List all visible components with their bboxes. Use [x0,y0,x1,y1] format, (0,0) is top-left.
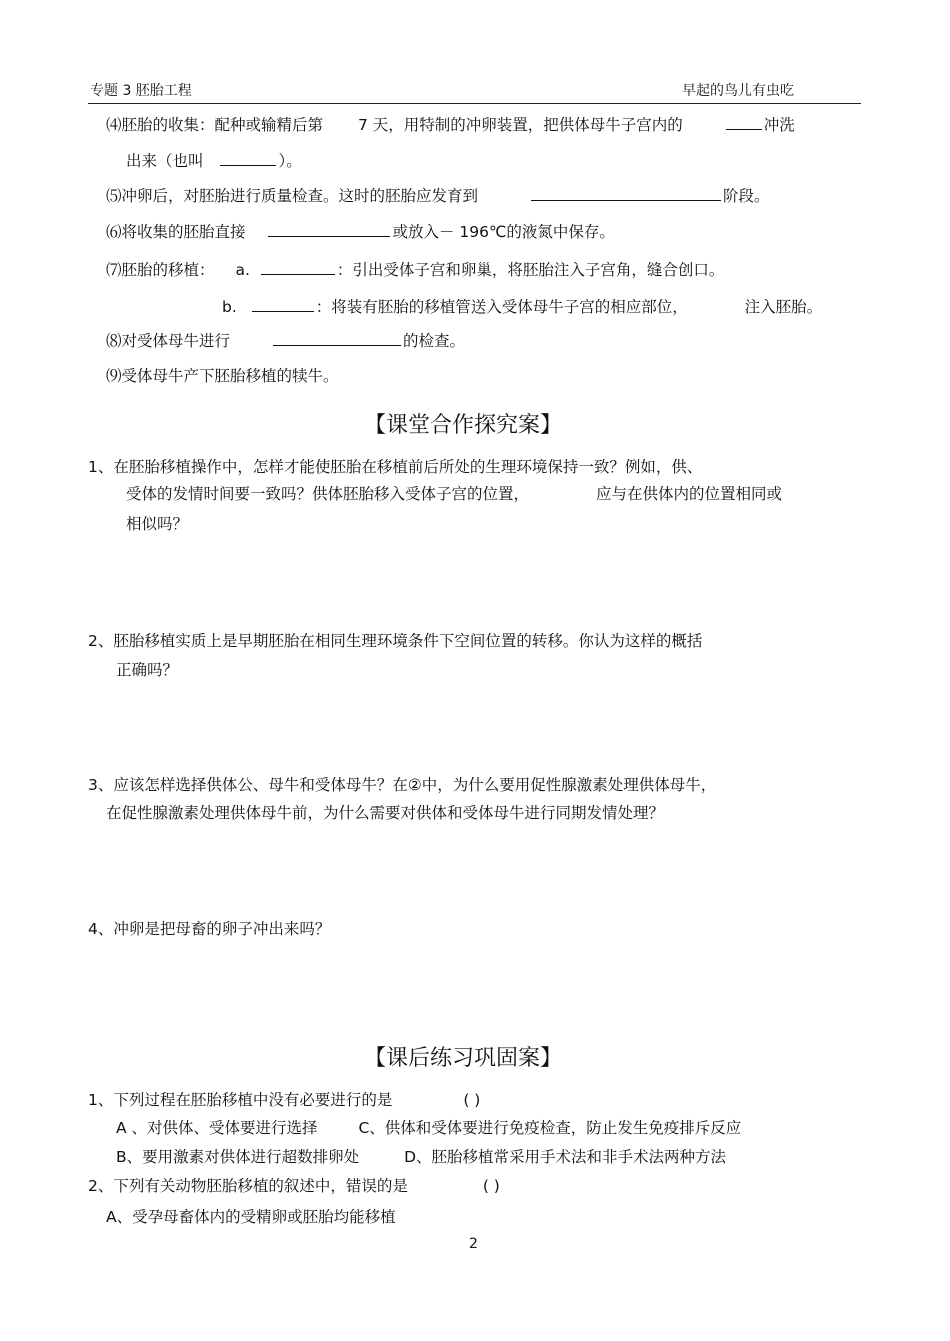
question-2-line-2: 正确吗？ [116,661,179,679]
section-1-title: 【课堂合作探究案】 [364,413,563,438]
step-5-text-a: ⑸冲卵后，对胚胎进行质量检查。这时的胚胎应发育到 [106,187,479,205]
question-1-text-b: 应与在供体内的位置相同或 [595,485,782,503]
header-rule [88,103,861,104]
question-3-line-2: 在促性腺激素处理供体母牛前，为什么需要对供体和受体母牛进行同期发情处理？ [106,804,665,822]
step-4-text-e: ）。 [278,152,302,170]
step-4-text-c: 冲洗 [763,116,795,134]
practice-1-answer-slot[interactable]: ( ) [463,1091,481,1109]
option-d[interactable]: D、胚胎移植常采用手术法和非手术法两种方法 [404,1148,727,1166]
step-7-line-1 [106,258,724,280]
step-4-text-a: ⑷胚胎的收集：配种或输精后第 [106,116,324,134]
header-left: 专题 3 胚胎工程 [90,83,192,99]
step-6-text-b: 或放入－ 196℃的液氮中保存。 [392,223,615,241]
practice-2 [88,1174,500,1196]
step-9-line: ⑼受体母牛产下胚胎移植的犊牛。 [106,367,339,385]
blank-8[interactable] [273,330,401,347]
blank-7a[interactable] [261,259,335,276]
question-1-line-1: 1、在胚胎移植操作中，怎样才能使胚胎在移植前后所处的生理环境保持一致？例如，供、 [88,458,703,476]
question-1-text-a: 受体的发情时间要一致吗？供体胚胎移入受体子宫的位置， [126,485,530,503]
step-4-text-b: 7 天，用特制的冲卵装置，把供体母牛子宫内的 [357,116,683,134]
blank-4a[interactable] [726,114,762,131]
header-right: 早起的鸟儿有虫吃 [682,83,794,99]
step-5-line [106,184,769,206]
step-4-line-1 [106,113,795,135]
step-7-text-f: 注入胚胎。 [744,298,823,316]
practice-1-options-row-1 [116,1116,741,1138]
practice-1 [88,1088,480,1110]
step-7-text-c: ：引出受体子宫和卵巢，将胚胎注入子宫角，缝合创口。 [336,261,725,279]
step-4-text-d: 出来（也叫 [126,152,204,170]
step-7-line-2 [222,295,822,317]
page-number: 2 [469,1236,478,1252]
question-3-line-1: 3、应该怎样选择供体公、母牛和受体母牛？在②中，为什么要用促性腺激素处理供体母牛， [88,776,717,794]
option-a[interactable]: A 、对供体、受体要进行选择 [116,1119,318,1137]
option-b[interactable]: B、要用激素对供体进行超数排卵处 [116,1148,360,1166]
step-5-text-b: 阶段。 [722,187,770,205]
question-2-line-1: 2、胚胎移植实质上是早期胚胎在相同生理环境条件下空间位置的转移。你认为这样的概括 [88,632,703,650]
blank-5[interactable] [531,185,721,202]
practice-1-stem: 1、下列过程在胚胎移植中没有必要进行的是 [88,1091,393,1109]
practice-2-option-a[interactable]: A、受孕母畜体内的受精卵或胚胎均能移植 [106,1208,396,1226]
step-8-text-b: 的检查。 [402,332,465,350]
step-7-label-a: a. [235,261,250,279]
blank-6[interactable] [268,221,390,238]
option-c[interactable]: C、供体和受体要进行免疫检查，防止发生免疫排斥反应 [358,1119,742,1137]
step-4-line-2 [126,149,302,171]
step-8-line [106,329,465,351]
question-1-line-2 [126,482,782,504]
step-6-text-a: ⑹将收集的胚胎直接 [106,223,246,241]
step-7-label-b: b. [222,298,237,316]
step-7-text-e: ：将装有胚胎的移植管送入受体母牛子宫的相应部位， [315,298,688,316]
blank-7b[interactable] [252,296,314,313]
question-4: 4、冲卵是把母畜的卵子冲出来吗？ [88,920,331,938]
practice-2-answer-slot[interactable]: ( ) [482,1177,500,1195]
practice-1-options-row-2 [116,1145,726,1167]
practice-2-stem: 2、下列有关动物胚胎移植的叙述中，错误的是 [88,1177,408,1195]
question-1-line-3: 相似吗？ [126,515,189,533]
step-8-text-a: ⑻对受体母牛进行 [106,332,231,350]
blank-4b[interactable] [220,150,276,167]
step-6-line [106,220,615,242]
section-2-title: 【课后练习巩固案】 [364,1046,563,1071]
step-7-text-a: ⑺胚胎的移植： [106,261,215,279]
